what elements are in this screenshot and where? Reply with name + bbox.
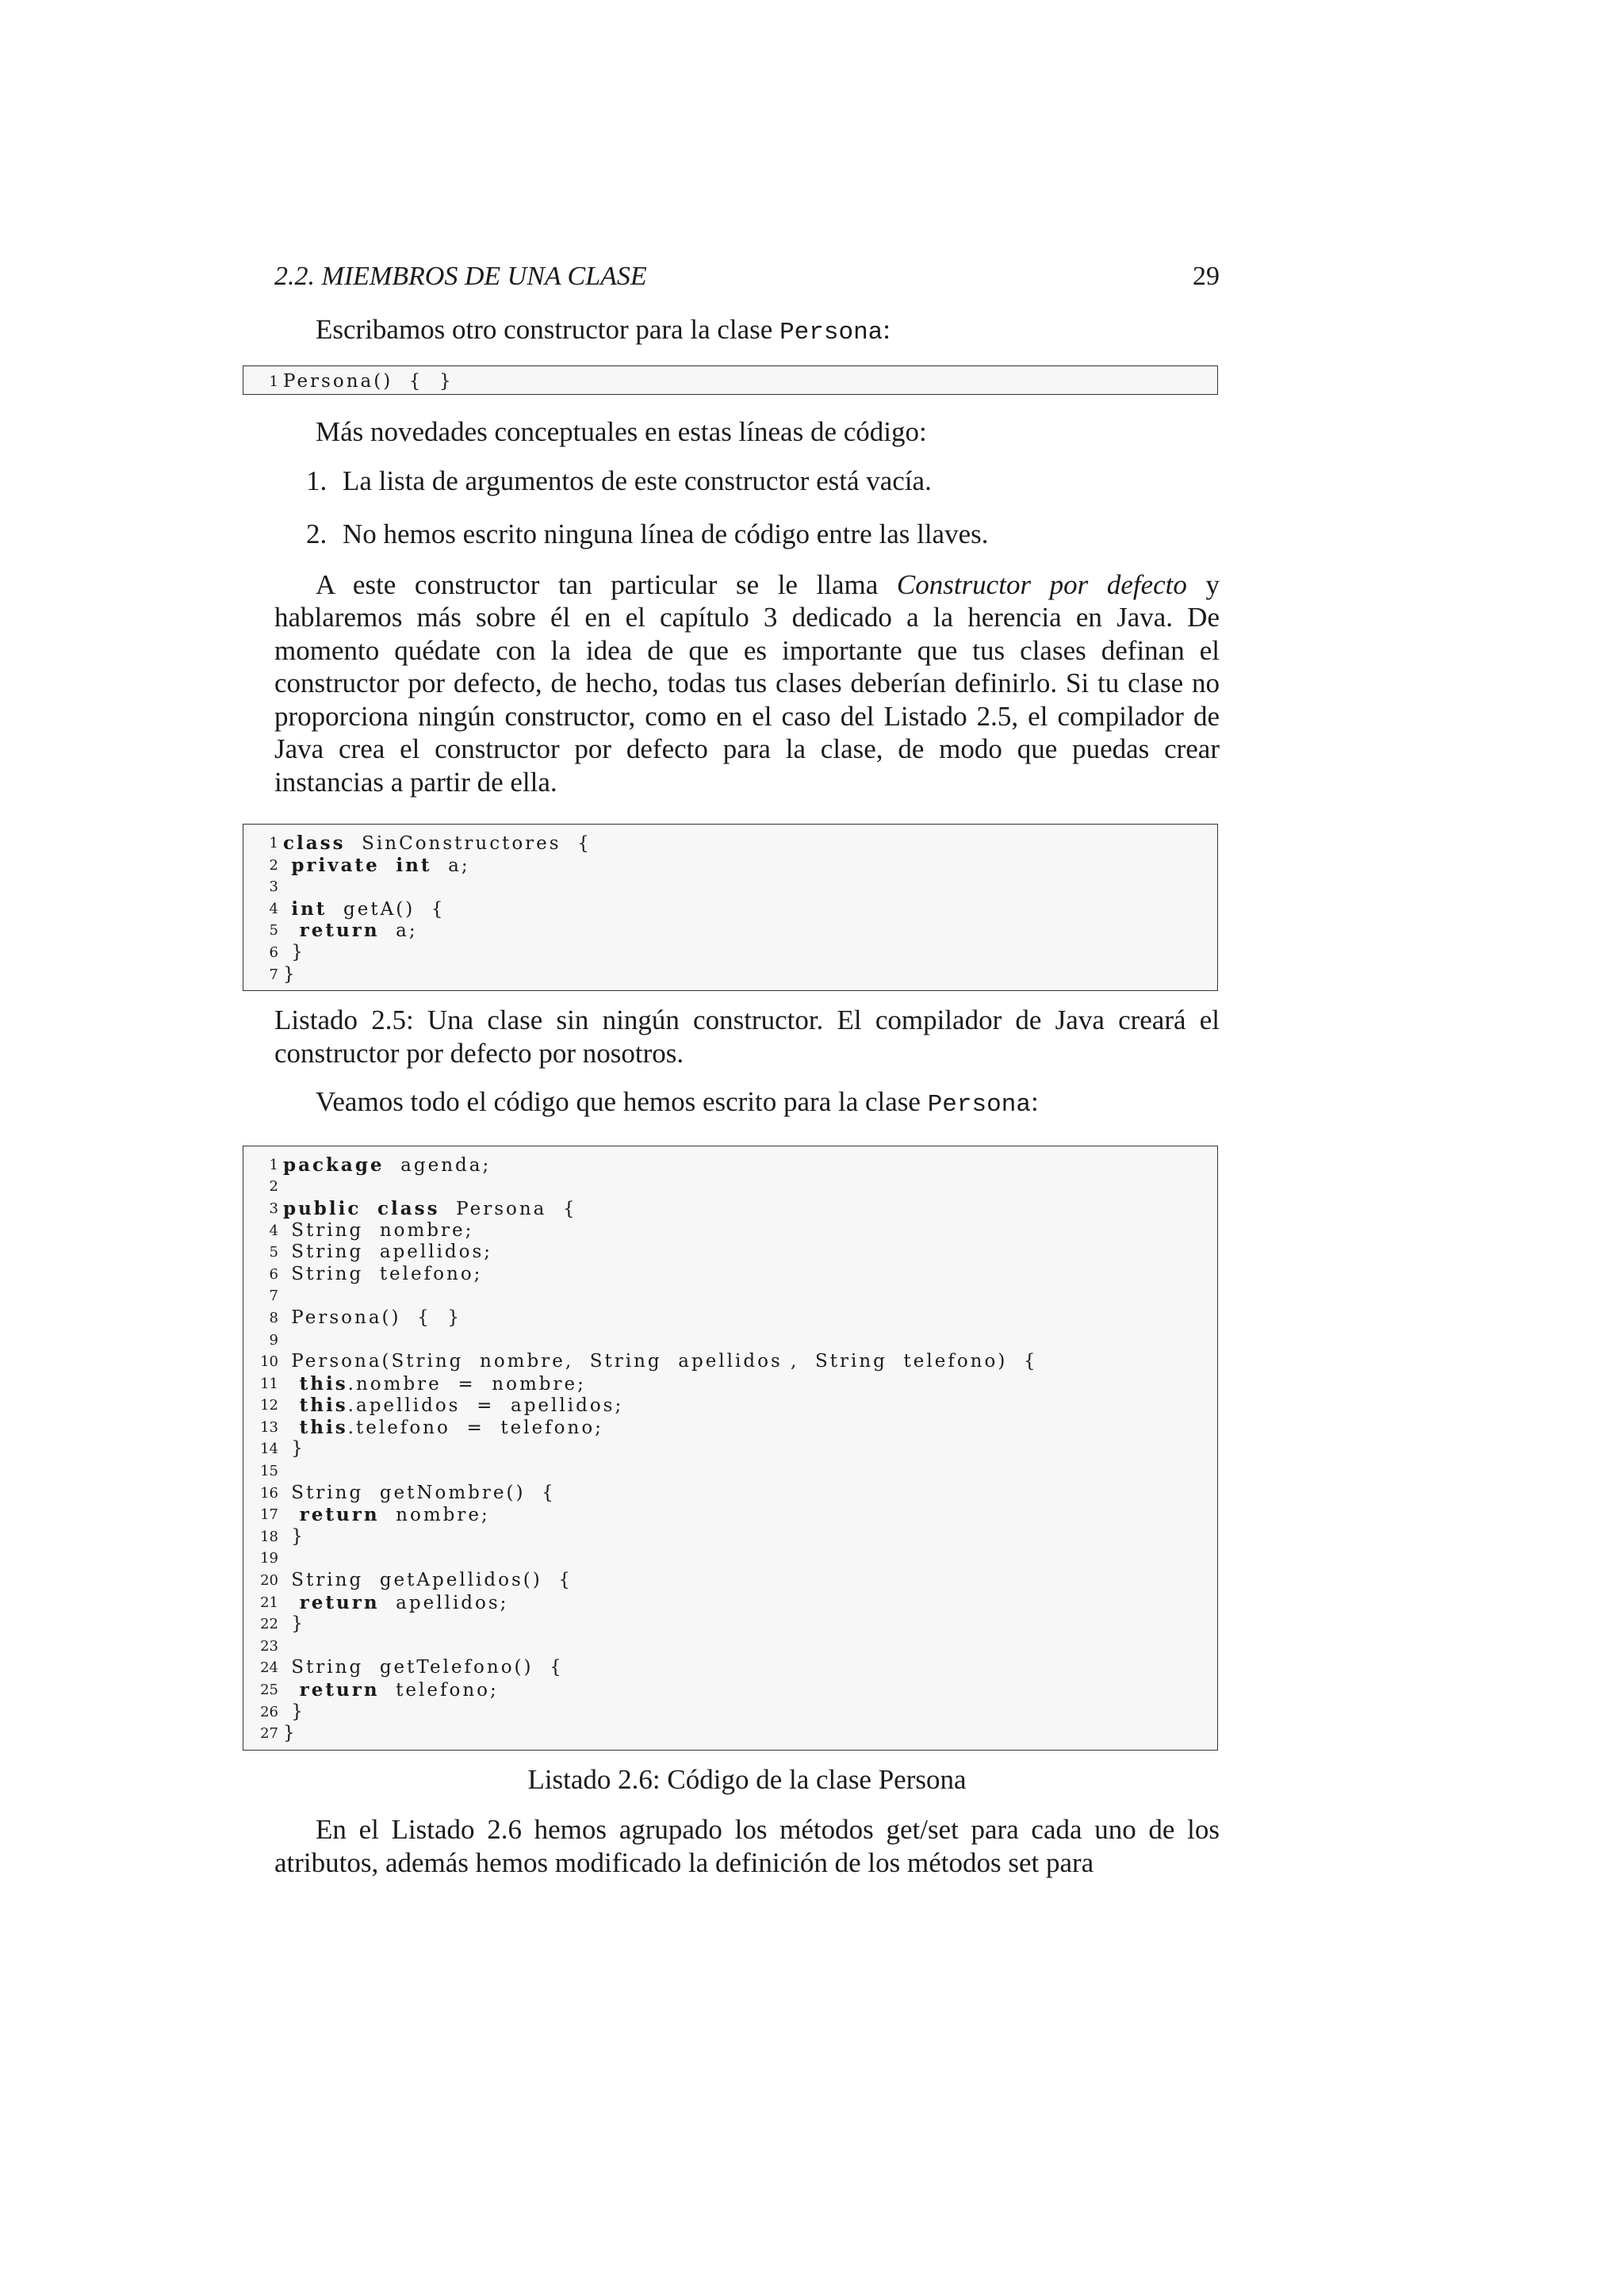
caption-listado-2-6: Listado 2.6: Código de la clase Persona [527, 1763, 967, 1795]
line-number: 23 [260, 1637, 278, 1655]
code-line [243, 832, 1217, 855]
line-number: 6 [269, 1265, 278, 1283]
code-text: this.apellidos = apellidos; [299, 1395, 624, 1417]
running-head [274, 262, 1220, 309]
code-text: } [283, 1613, 305, 1635]
code-line [243, 1504, 1217, 1526]
defecto-text-before: A este constructor tan particular se le llama [316, 568, 897, 600]
code-text: String getNombre() { [283, 1482, 556, 1503]
code-text [283, 876, 1217, 898]
code-line [243, 920, 1217, 942]
code-text: String telefono; [283, 1263, 483, 1284]
code-text: this.nombre = nombre; [299, 1372, 586, 1395]
code-text: } [283, 1438, 305, 1460]
code-text: Persona() { } [283, 370, 454, 392]
final-paragraph: En el Listado 2.6 hemos agrupado los métodos get/set para cada uno de los atributos, además hemos modificado la definición de los métodos set para [274, 1814, 1220, 1878]
code-listing-persona [243, 1146, 1218, 1751]
list-number: 2. [306, 519, 327, 550]
code-text: } [283, 1701, 305, 1722]
defecto-emphasis: Constructor por defecto [896, 568, 1187, 600]
code-line [243, 1242, 1217, 1264]
code-line [243, 1526, 1217, 1548]
intro2-tail: : [1030, 1086, 1039, 1118]
code-line [243, 1330, 1217, 1352]
code-line [243, 1460, 1217, 1483]
line-number: 26 [260, 1703, 278, 1720]
code-line [243, 1592, 1217, 1614]
code-line [243, 1351, 1217, 1373]
code-text [283, 1176, 1217, 1198]
code-text: class SinConstructores { [283, 832, 592, 855]
code-text [283, 1460, 1217, 1483]
code-text: String nombre; [283, 1219, 474, 1241]
code-line [243, 1395, 1217, 1417]
line-number: 2 [269, 856, 278, 874]
code-text [283, 1330, 1217, 1352]
line-number: 1 [269, 835, 278, 852]
code-line [243, 1176, 1217, 1198]
code-line [243, 1220, 1217, 1242]
line-number: 18 [260, 1528, 278, 1545]
code-line [243, 1373, 1217, 1395]
line-number: 25 [260, 1682, 278, 1698]
code-text: String getApellidos() { [283, 1570, 573, 1591]
code-line [243, 1417, 1217, 1439]
line-number: 7 [269, 1288, 278, 1305]
code-text [283, 1285, 1217, 1307]
code-listing-constructor [243, 365, 1218, 396]
code-text [283, 1636, 1217, 1658]
list-number: 1. [306, 465, 327, 496]
line-number: 4 [269, 900, 278, 917]
line-number: 13 [260, 1418, 278, 1436]
caption-listado-2-5: Listado 2.5: Una clase sin ningún constructor. El compilador de Java creará el constructor por defecto por nosotros. [274, 1004, 1220, 1069]
line-number: 22 [260, 1616, 278, 1633]
section-title: 2.2. MIEMBROS DE UNA CLASE [274, 262, 647, 291]
code-line [243, 1679, 1217, 1701]
line-number: 1 [269, 373, 278, 390]
code-text: } [283, 1723, 297, 1744]
code-line [243, 1613, 1217, 1636]
code-line [243, 1264, 1217, 1286]
list-item [274, 518, 1220, 551]
inline-code-2: Persona [927, 1091, 1031, 1119]
code-line [243, 1701, 1217, 1724]
code-line [243, 876, 1217, 898]
code-text: } [283, 942, 305, 963]
code-line [243, 1198, 1217, 1220]
code-line [243, 855, 1217, 877]
code-text: public class Persona { [283, 1197, 577, 1219]
line-number: 5 [269, 922, 278, 939]
code-line [243, 1154, 1217, 1177]
page-number: 29 [1193, 262, 1220, 291]
intro2-text: Veamos todo el código que hemos escrito para la clase [316, 1086, 928, 1118]
code-line [243, 1657, 1217, 1679]
list-text: La lista de argumentos de este constructor está vacía. [343, 465, 932, 496]
line-number: 9 [269, 1331, 278, 1349]
line-number: 15 [260, 1463, 278, 1480]
code-text: } [283, 1525, 305, 1547]
code-text [283, 1548, 1217, 1570]
code-text: String getTelefono() { [283, 1657, 564, 1678]
intro-text: Escribamos otro constructor para la clase [316, 314, 780, 345]
line-number: 19 [260, 1550, 278, 1567]
code-text: Persona(String nombre, String apellidos , String telefono) { [283, 1351, 1038, 1372]
code-text: package agenda; [283, 1154, 492, 1176]
code-line [243, 964, 1217, 986]
code-line [243, 1636, 1217, 1658]
line-number: 6 [269, 944, 278, 962]
line-number: 20 [260, 1572, 278, 1590]
code-text: return nombre; [299, 1504, 490, 1526]
line-number: 7 [269, 966, 278, 983]
page [260, 262, 1220, 1879]
novedades-paragraph: Más novedades conceptuales en estas líneas de código: [316, 416, 927, 448]
line-number: 11 [260, 1375, 278, 1392]
inline-code: Persona [779, 319, 883, 346]
code-line [243, 1483, 1217, 1505]
code-line [243, 942, 1217, 964]
defecto-paragraph [274, 568, 1220, 799]
code-text: return a; [299, 920, 418, 942]
intro-paragraph [274, 313, 1220, 350]
code-text: return apellidos; [299, 1591, 509, 1613]
code-line [243, 1570, 1217, 1592]
code-listing-sinconstructores [243, 824, 1218, 991]
code-text: this.telefono = telefono; [299, 1416, 603, 1438]
list-text: No hemos escrito ninguna línea de código entre las llaves. [343, 519, 989, 550]
line-number: 21 [260, 1594, 278, 1611]
code-line [243, 371, 1217, 393]
code-line [243, 898, 1217, 920]
line-number: 5 [269, 1244, 278, 1261]
code-line [243, 1307, 1217, 1330]
code-text: Persona() { } [283, 1307, 462, 1328]
code-line [243, 1548, 1217, 1570]
code-text: } [283, 963, 297, 985]
line-number: 16 [260, 1484, 278, 1502]
defecto-text-after: y hablaremos más sobre él en el capítulo 3 dedicado a la herencia en Java. De momento quédate con la idea de que es importante que tus clases definan el constructor por defecto, de hecho, todas tus clases deberían definirlo. Si tu clase no proporciona ningún constructor, como en el caso del Listado 2.5, el compilador de Java crea el constructor por defecto para la clase, de modo que puedas crear instancias a partir de ella. [274, 568, 1220, 798]
intro2-paragraph [274, 1085, 1220, 1122]
numbered-list [274, 465, 1220, 551]
line-number: 3 [269, 878, 278, 896]
code-line [243, 1723, 1217, 1745]
line-number: 12 [260, 1397, 278, 1414]
line-number: 2 [269, 1178, 278, 1196]
code-line [243, 1438, 1217, 1460]
code-line [243, 1285, 1217, 1307]
line-number: 10 [260, 1353, 278, 1371]
line-number: 14 [260, 1441, 278, 1458]
code-text: String apellidos; [283, 1242, 493, 1263]
line-number: 3 [269, 1200, 278, 1217]
line-number: 27 [260, 1725, 278, 1743]
line-number: 4 [269, 1222, 278, 1239]
list-item [274, 465, 1220, 498]
code-text: private int a; [291, 854, 470, 876]
line-number: 8 [269, 1309, 278, 1326]
line-number: 24 [260, 1659, 278, 1677]
line-number: 1 [269, 1156, 278, 1173]
code-text: int getA() { [291, 897, 446, 920]
line-number: 17 [260, 1506, 278, 1524]
intro-tail: : [883, 314, 891, 345]
code-text: return telefono; [299, 1679, 499, 1701]
